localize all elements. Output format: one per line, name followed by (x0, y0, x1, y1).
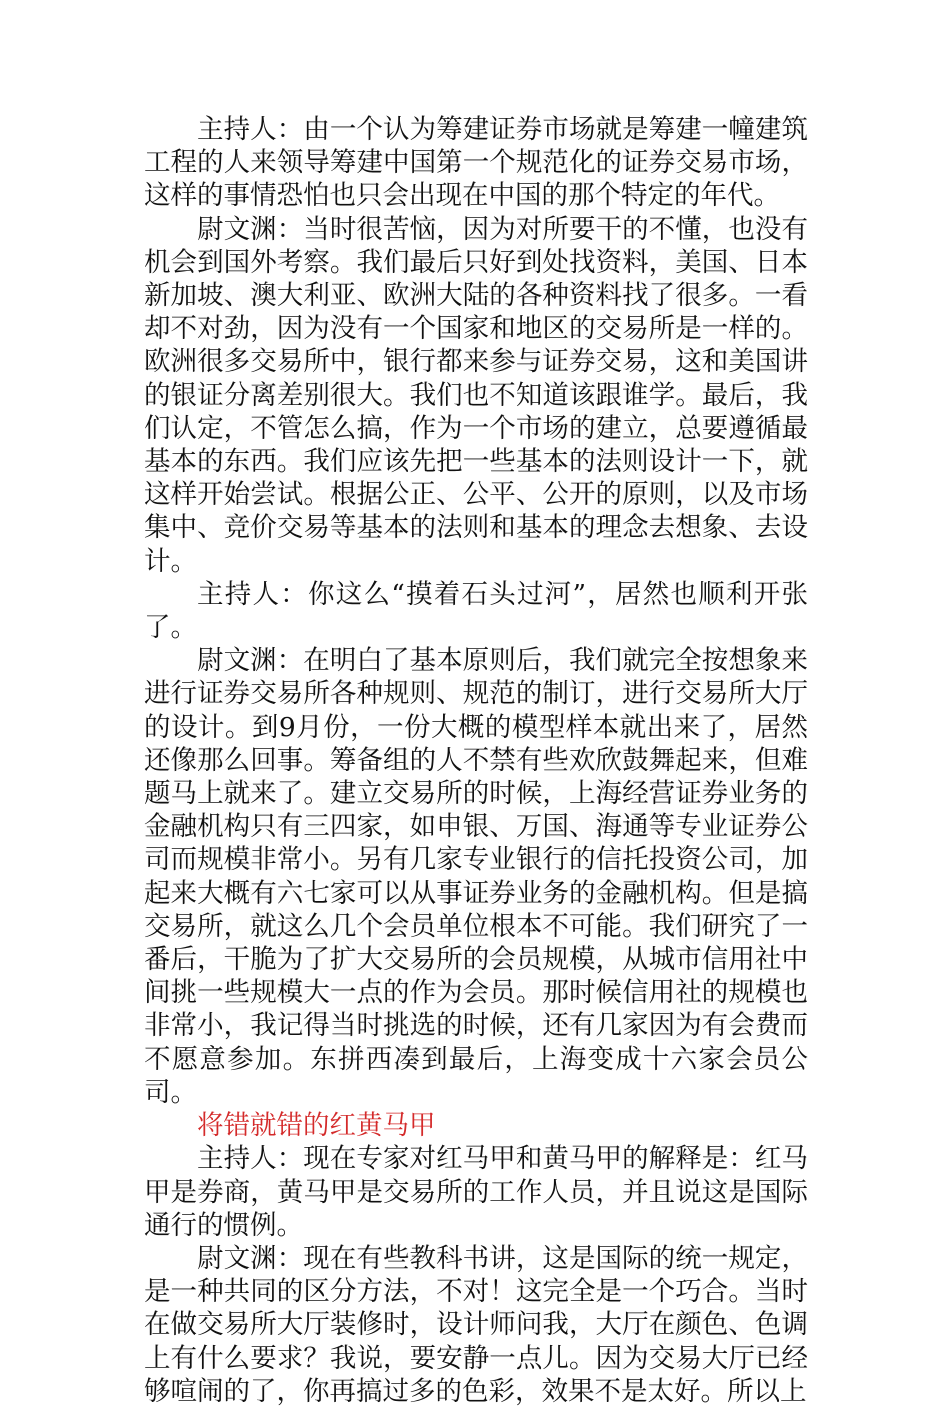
document-page (144, 113, 808, 1408)
paragraph-yu-vests: 尉文渊：现在有些教科书讲，这是国际的统一规定，是一种共同的区分方法，不对！这完全是一个巧合。当时在做交易所大厅装修时，设计师问我，大厅在颜色、色调上有什么要求？我说，要安静一点儿。因为交易大厅已经够喧闹的了，你再搞过多的色彩，效果不是太好。所以上 (144, 1242, 808, 1407)
paragraph-yu-members: 尉文渊：在明白了基本原则后，我们就完全按想象来进行证券交易所各种规则、规范的制订，进行交易所大厅的设计。到9月份，一份大概的模型样本就出来了，居然还像那么回事。筹备组的人不禁有些欢欣鼓舞起来，但难题马上就来了。建立交易所的时候，上海经营证券业务的金融机构只有三四家，如申银、万国、海通等专业证券公司而规模非常小。另有几家专业银行的信托投资公司，加起来大概有六七家可以从事证券业务的金融机构。但是搞交易所，就这么几个会员单位根本不可能。我们研究了一番后，干脆为了扩大交易所的会员规模，从城市信用社中间挑一些规模大一点的作为会员。那时候信用社的规模也非常小，我记得当时挑选的时候，还有几家因为有会费而不愿意参加。东拼西凑到最后，上海变成十六家会员公司。 (144, 645, 808, 1108)
section-heading: 将错就错的红黄马甲 (197, 1110, 436, 1142)
paragraph-host-river: 主持人：你这么“摸着石头过河”，居然也顺利开张了。 (144, 578, 808, 644)
paragraph-host-vests: 主持人：现在专家对红马甲和黄马甲的解释是：红马甲是券商，黄马甲是交易所的工作人员，并且说这是国际通行的惯例。 (144, 1143, 808, 1241)
paragraph-yu-research: 尉文渊：当时很苦恼，因为对所要干的不懂，也没有机会到国外考察。我们最后只好到处找资料，美国、日本新加坡、澳大利亚、欧洲大陆的各种资料找了很多。一看却不对劲，因为没有一个国家和地区的交易所是一样的。欧洲很多交易所中，银行都来参与证券交易，这和美国讲的银证分离差别很大。我们也不知道该跟谁学。最后，我们认定，不管怎么搞，作为一个市场的建立，总要遵循最基本的东西。我们应该先把一些基本的法则设计一下，就这样开始尝试。根据公正、公平、公开的原则，以及市场集中、竞价交易等基本的法则和基本的理念去想象、去设计。 (144, 213, 808, 577)
paragraph-host-intro: 主持人：由一个认为筹建证券市场就是筹建一幢建筑工程的人来领导筹建中国第一个规范化的证券交易市场，这样的事情恐怕也只会出现在中国的那个特定的年代。 (144, 114, 808, 212)
